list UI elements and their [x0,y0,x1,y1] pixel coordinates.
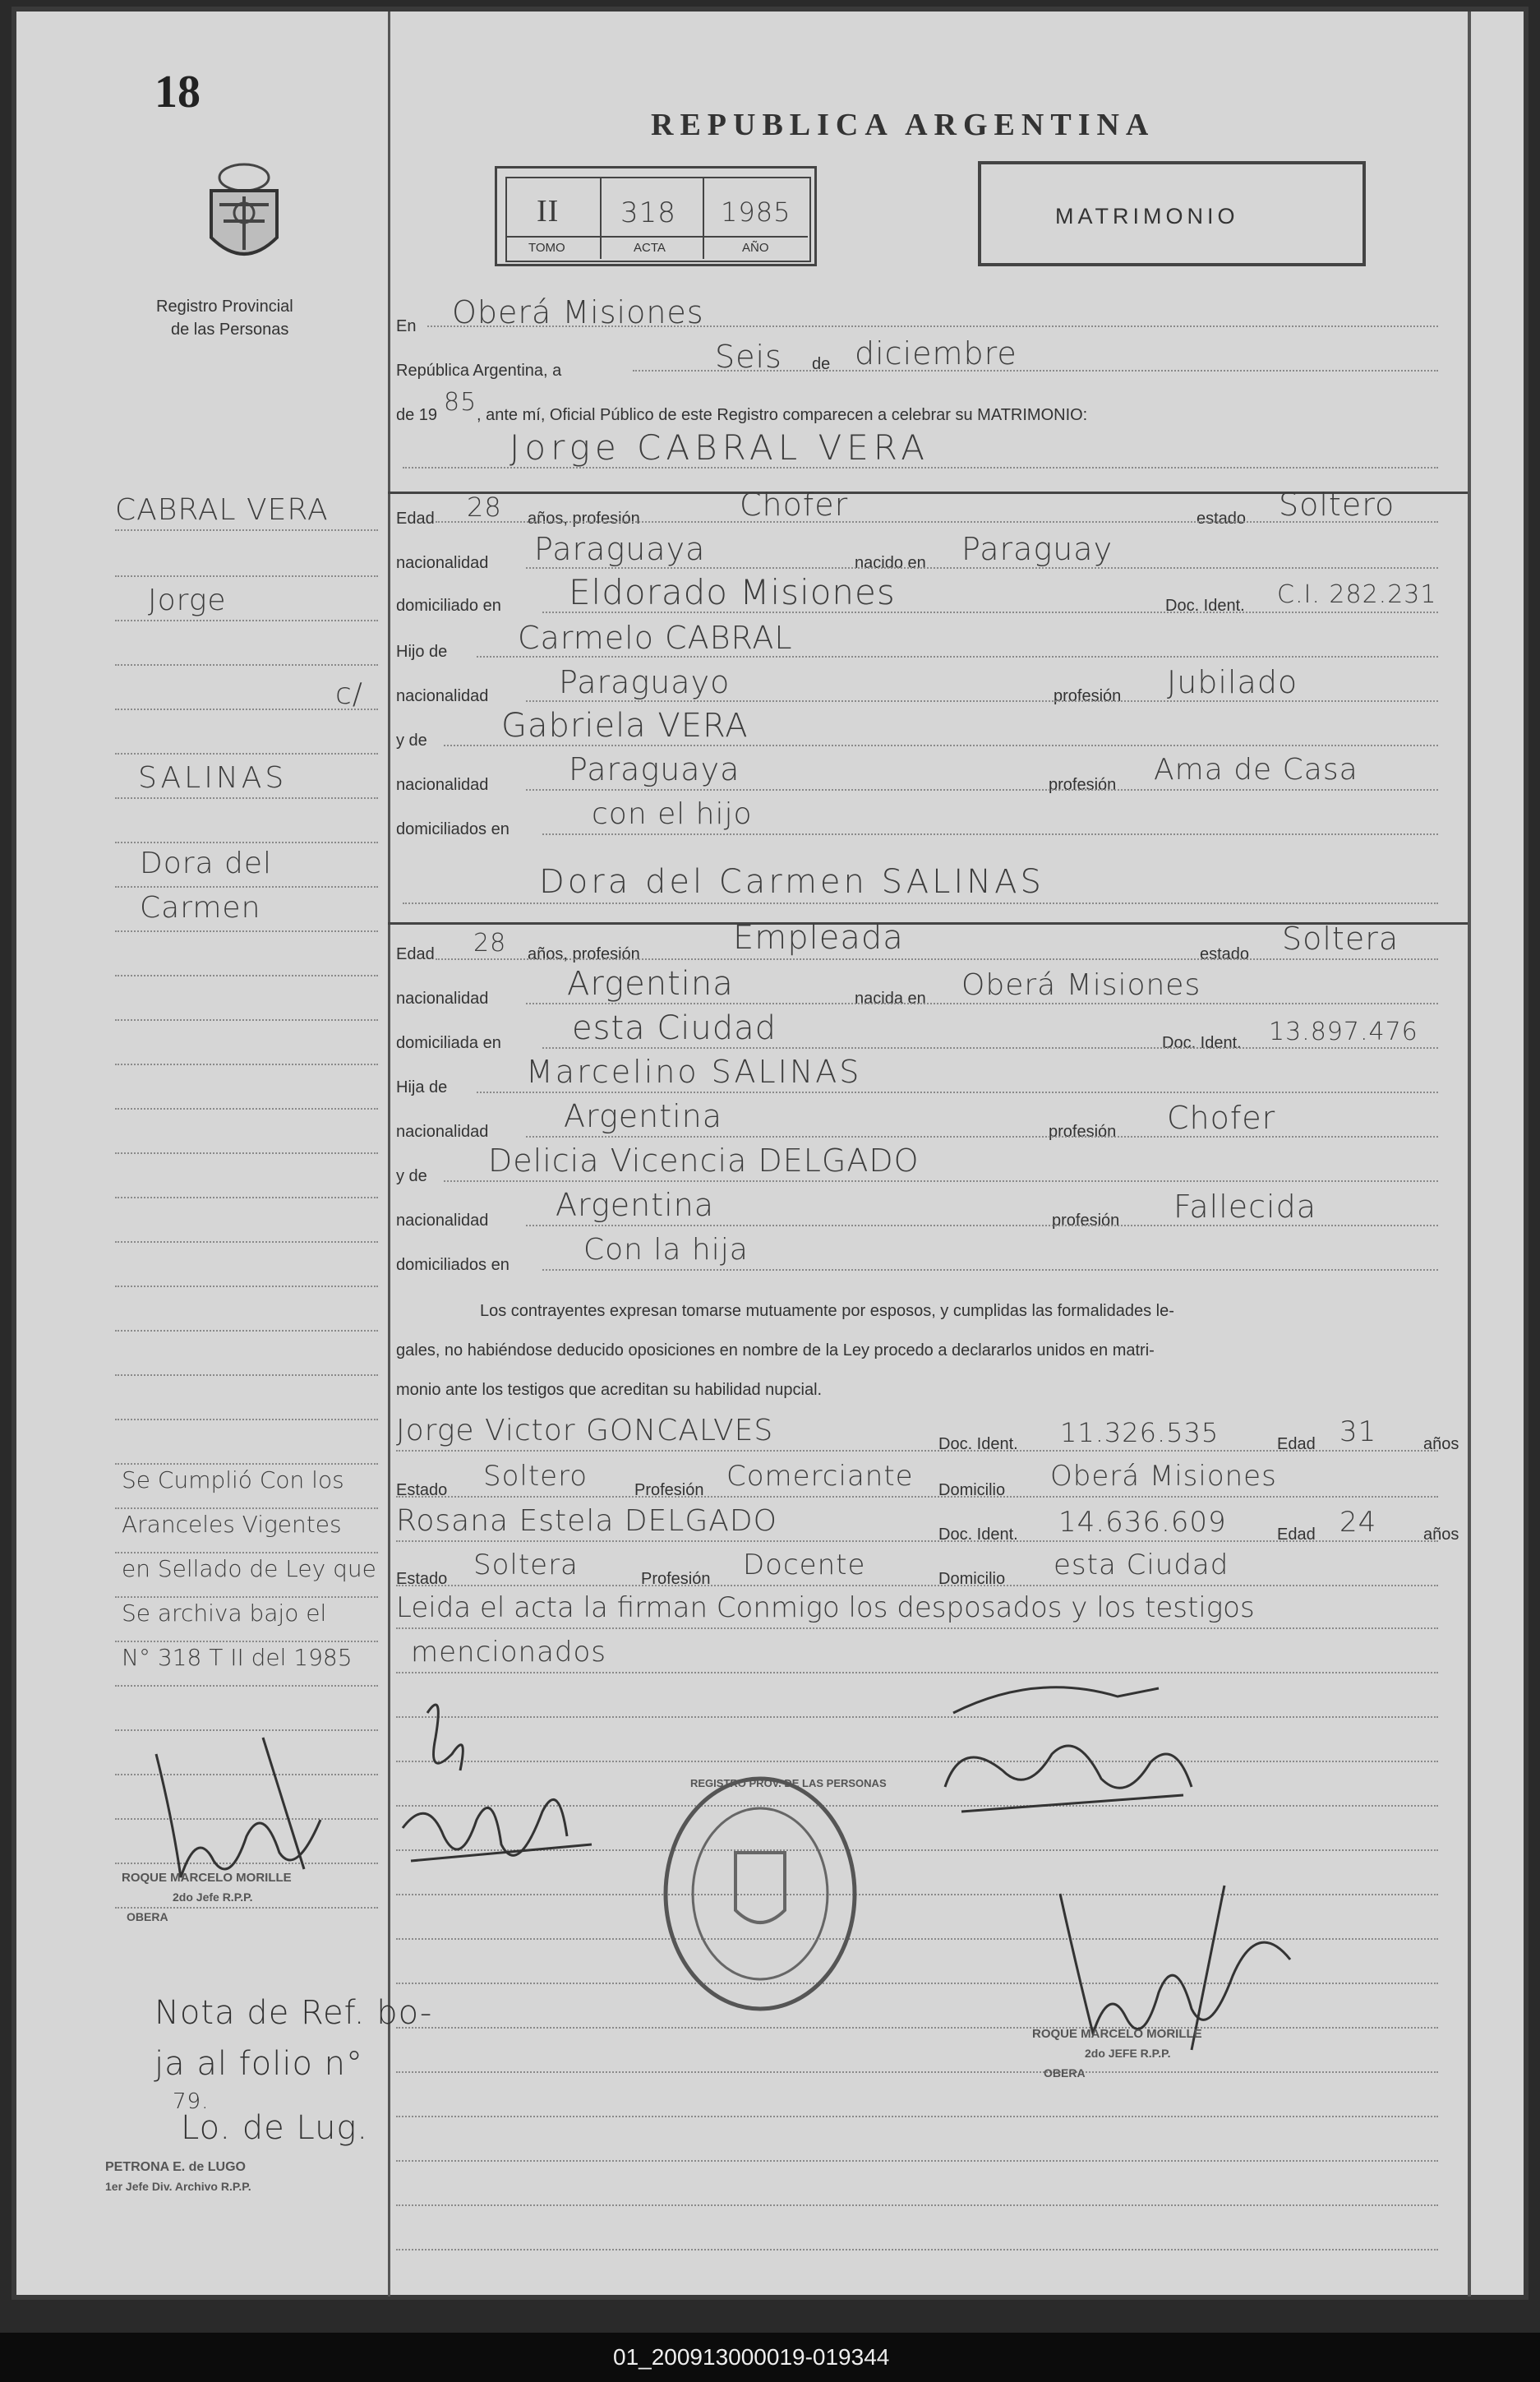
groom-estado-label: estado [1196,510,1247,528]
witness1-doc-label: Doc. Ident. [938,1435,1018,1453]
bride-nacionalidad: Argentina [567,965,734,1003]
margin-note-5: N° 318 T II del 1985 [122,1644,353,1671]
ano-label: AÑO [742,241,769,255]
registry-seal [657,1770,887,2017]
groom-hijo-label: Hijo de [396,643,448,661]
bride-madre-prof: Fallecida [1173,1189,1317,1225]
main-stamp-role: 2do JEFE R.P.P. [1085,2047,1171,2060]
witness1-anos-label: años [1423,1435,1459,1453]
registry-line1: Registro Provincial [156,298,293,316]
witness2-estado: Soltera [473,1549,579,1581]
bride-madre: Delicia Vicencia DELGADO [488,1143,920,1179]
groom-nac-label: nacionalidad [396,554,489,572]
groom-madre-nac-label: nacionalidad [396,776,489,794]
bride-nacida-label: nacida en [855,990,926,1008]
bride-doc-label: Doc. Ident. [1162,1034,1242,1052]
right-border [1468,12,1471,2297]
witness2-edad: 24 [1339,1506,1377,1539]
witness2-dom-label: Domicilio [938,1570,1006,1588]
margin-bride-name-2: Carmen [140,891,261,925]
groom-doc: C.I. 282.231 [1277,580,1437,609]
groom-padres-dom: con el hijo [592,797,753,831]
bride-dom-label: domiciliada en [396,1034,501,1052]
main-stamp-name: ROQUE MARCELO MORILLE [1032,2027,1202,2041]
bride-edad: 28 [473,929,507,958]
witness1-prof-label: Profesión [634,1481,704,1499]
tomo-label: TOMO [528,241,565,255]
bride-padres-dom-label: domiciliados en [396,1256,509,1274]
margin-ref-2: ja al folio n° [154,2045,363,2083]
bride-padres-dom: Con la hija [583,1233,749,1267]
bride-nacida: Oberá Misiones [961,968,1201,1002]
ano-value: 1985 [721,196,791,228]
act-type-label: MATRIMONIO [1055,204,1239,229]
margin-ref-stamp-role: 1er Jefe Div. Archivo R.P.P. [105,2180,251,2193]
republica-label: República Argentina, a [396,362,562,380]
groom-nacido: Paraguay [961,531,1114,567]
margin-ref-1: Nota de Ref. bo- [154,1994,433,2032]
groom-madre-prof: Ama de Casa [1154,753,1358,787]
bride-estado-label: estado [1200,945,1250,963]
margin-bride-name-1: Dora del [140,847,273,880]
margin-stamp-place: OBERA [127,1910,168,1923]
groom-padre-prof: Jubilado [1167,664,1298,700]
witness2-dom: esta Ciudad [1054,1549,1229,1581]
groom-madre-prof-label: profesión [1049,776,1117,794]
margin-groom-surname: CABRAL VERA [115,493,329,527]
book-reference-box [495,166,817,266]
bride-yde-label: y de [396,1167,427,1185]
bride-full-name: Dora del Carmen SALINAS [539,863,1044,901]
groom-edad: 28 [467,492,502,523]
witness1-edad-label: Edad [1277,1435,1316,1453]
margin-ref-3: 79. [173,2089,210,2114]
witness2-estado-label: Estado [396,1570,448,1588]
witness1-name: Jorge Victor GONCALVES [396,1414,774,1447]
de-label: de [812,355,831,373]
witness2-doc-label: Doc. Ident. [938,1526,1018,1544]
groom-padre-nac: Paraguayo [559,664,731,700]
margin-ref-stamp: PETRONA E. de LUGO [105,2160,246,2174]
tomo-value: II [537,194,560,229]
year-label: de 19 [396,406,438,424]
groom-padre-prof-label: profesión [1054,687,1122,705]
act-type-box [978,161,1366,266]
closing-line2: mencionados [411,1636,607,1669]
bride-padre: Marcelino SALINAS [526,1054,862,1090]
margin-conj: c/ [335,677,363,711]
witness2-doc: 14.636.609 [1058,1506,1227,1539]
registry-line2: de las Personas [171,321,289,339]
footer-filename: 01_200913000019-019344 [613,2344,890,2370]
page-number: 18 [154,67,201,118]
margin-note-3: en Sellado de Ley que [122,1555,376,1582]
groom-padre-nac-label: nacionalidad [396,687,489,705]
bride-signature [912,1664,1224,1836]
bride-doc: 13.897.476 [1269,1018,1418,1046]
margin-note-4: Se archiva bajo el [122,1600,327,1627]
margin-ref-4: Lo. de Lug. [181,2109,369,2147]
bride-hija-label: Hija de [396,1078,448,1096]
witness2-prof-label: Profesión [641,1570,711,1588]
declaration-line1: Los contrayentes expresan tomarse mutuamente por esposos, y cumplidas las formalidades le- [480,1302,1174,1320]
witness1-estado-label: Estado [396,1481,448,1499]
bride-prof-label: años, profesión [528,945,640,963]
bride-madre-nac: Argentina [556,1187,715,1223]
margin-note-2: Aranceles Vigentes [122,1511,342,1538]
groom-profesion: Chofer [740,487,849,523]
bride-estado: Soltera [1282,921,1399,957]
witness2-edad-label: Edad [1277,1526,1316,1544]
seal-text: REGISTRO PROV. DE LAS PERSONAS [690,1777,887,1789]
acta-label: ACTA [634,241,666,255]
witness2-prof: Docente [743,1549,866,1581]
groom-madre: Gabriela VERA [501,707,749,745]
margin-bride-surname: SALINAS [138,761,288,795]
witness2-anos-label: años [1423,1526,1459,1544]
groom-padre: Carmelo CABRAL [518,620,793,656]
footer-bar [0,2333,1540,2382]
groom-dom-label: domiciliado en [396,597,501,615]
groom-doc-label: Doc. Ident. [1165,597,1245,615]
bride-padre-nac: Argentina [564,1098,723,1134]
groom-edad-label: Edad [396,510,435,528]
groom-padres-dom-label: domiciliados en [396,820,509,838]
document-page [12,7,1528,2300]
bride-padre-prof-label: profesión [1049,1123,1117,1141]
day: Seis [715,339,782,375]
coat-of-arms-icon [199,159,289,275]
month: diciembre [855,335,1017,372]
groom-yde-label: y de [396,732,427,750]
groom-nacionalidad: Paraguaya [534,531,706,567]
en-label: En [396,317,417,335]
witness1-edad: 31 [1339,1415,1377,1448]
bride-profesion: Empleada [733,919,904,957]
bride-madre-prof-label: profesión [1052,1212,1120,1230]
margin-stamp-role: 2do Jefe R.P.P. [173,1890,253,1904]
groom-madre-nac: Paraguaya [569,751,740,787]
bride-padre-nac-label: nacionalidad [396,1123,489,1141]
country-title: REPUBLICA ARGENTINA [651,108,1155,142]
declaration-line3: monio ante los testigos que acreditan su habilidad nupcial. [396,1381,823,1399]
place: Oberá Misiones [452,294,704,330]
margin-groom-name: Jorge [148,584,227,617]
witness1-dom-label: Domicilio [938,1481,1006,1499]
groom-nacido-label: nacido en [855,554,926,572]
groom-signature [378,1688,625,1902]
acta-value: 318 [620,196,676,229]
witness1-dom: Oberá Misiones [1050,1460,1277,1493]
witness1-doc: 11.326.535 [1060,1417,1220,1448]
bride-padre-prof: Chofer [1167,1100,1276,1136]
declaration-line2: gales, no habiéndose deducido oposiciones en nombre de la Ley procedo a declararlos unidos en matri- [396,1341,1155,1359]
groom-domicilio: Eldorado Misiones [569,572,896,612]
witness1-estado: Soltero [483,1460,588,1493]
intro-text: , ante mí, Oficial Público de este Registro comparecen a celebrar su MATRIMONIO: [477,406,1088,424]
main-stamp-place: OBERA [1044,2066,1086,2080]
margin-stamp-official: ROQUE MARCELO MORILLE [122,1871,292,1885]
margin-divider [388,12,390,2297]
bride-domicilio: esta Ciudad [572,1009,777,1047]
bride-nac-label: nacionalidad [396,990,489,1008]
bride-edad-label: Edad [396,945,435,963]
year-suffix: 85 [444,388,477,417]
closing-line1: Leida el acta la firman Conmigo los desposados y los testigos [396,1591,1255,1624]
bride-madre-nac-label: nacionalidad [396,1212,489,1230]
groom-estado: Soltero [1279,487,1395,523]
witness2-name: Rosana Estela DELGADO [396,1504,777,1538]
margin-note-1: Se Cumplió Con los [122,1466,344,1493]
groom-full-name: Jorge CABRAL VERA [509,427,930,468]
witness1-prof: Comerciante [726,1460,914,1493]
groom-prof-label: años, profesión [528,510,640,528]
